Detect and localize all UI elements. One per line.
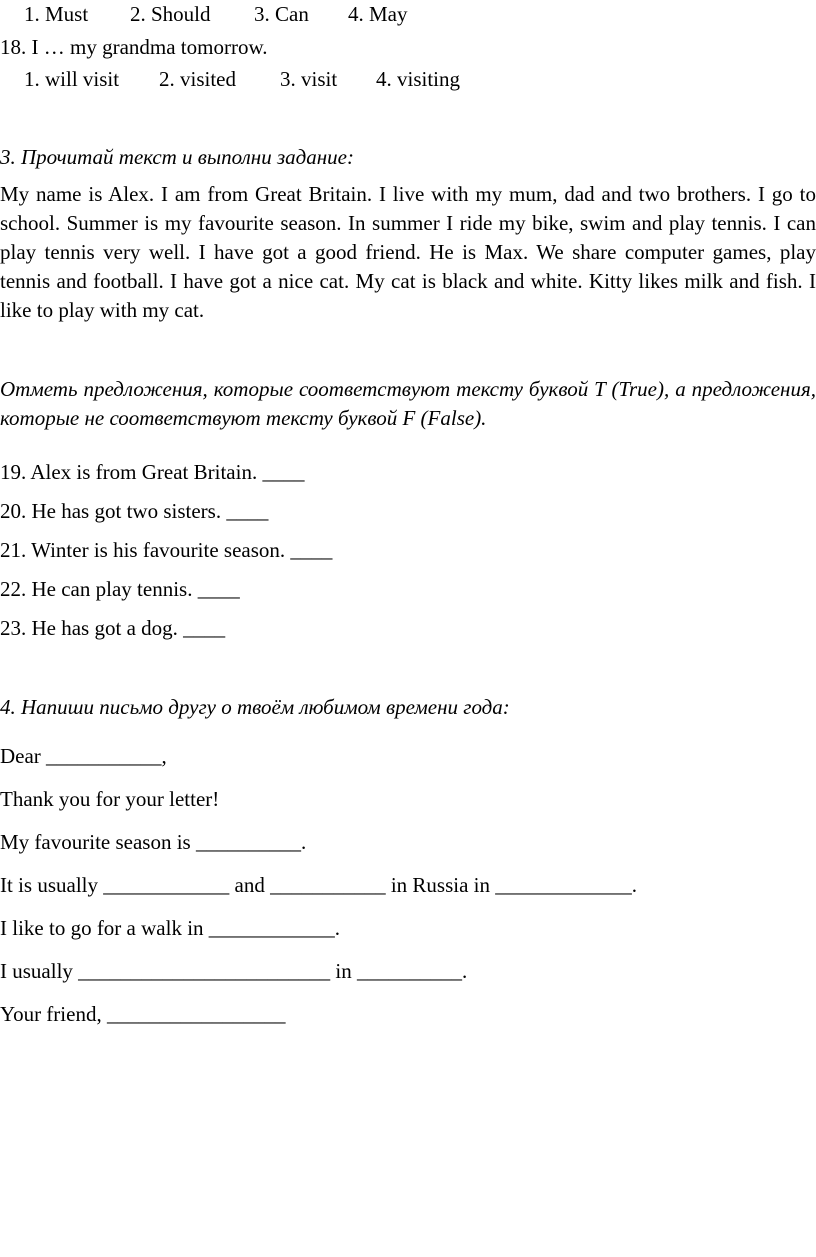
letter-line-favourite-season[interactable]: My favourite season is __________. (0, 830, 307, 854)
task3-reading-text: My name is Alex. I am from Great Britain. I live with my mum, dad and two brothers. I go to school. Summer is my favourite season. In summer I ride my bike, swim and play tennis. I can play tennis very well. I have got a good friend. He is Max. We share computer games, play tennis and football. I have got a nice cat. My cat is black and white. Kitty likes milk and fish. I like to play with my cat. (0, 182, 816, 322)
statement-21[interactable]: 21. Winter is his favourite season. ____ (0, 538, 333, 562)
q18-option-4[interactable]: 4. visiting (376, 67, 461, 91)
q17-option-4[interactable]: 4. May (348, 2, 408, 26)
q18-stem: 18. I … my grandma tomorrow. (0, 35, 268, 59)
statement-19[interactable]: 19. Alex is from Great Britain. ____ (0, 460, 305, 484)
letter-line-usually[interactable]: I usually ________________________ in __________. (0, 959, 468, 983)
letter-line-walk[interactable]: I like to go for a walk in ____________. (0, 916, 341, 940)
statement-22[interactable]: 22. He can play tennis. ____ (0, 577, 240, 601)
letter-line-thanks: Thank you for your letter! (0, 787, 220, 811)
task3-instruction: Отметь предложения, которые соответствуют тексту буквой T (True), а предложения, которые не соответствуют тексту буквой F (False). (0, 377, 816, 430)
letter-line-signature[interactable]: Your friend, _________________ (0, 1002, 286, 1026)
q17-option-1[interactable]: 1. Must (24, 2, 89, 26)
q18-options (24, 67, 460, 91)
q18-option-3[interactable]: 3. visit (280, 67, 338, 91)
letter-line-weather[interactable]: It is usually ____________ and ___________ in Russia in _____________. (0, 873, 637, 897)
statement-23[interactable]: 23. He has got a dog. ____ (0, 616, 226, 640)
task4-heading: 4. Напиши письмо другу о твоём любимом времени года: (0, 695, 510, 719)
q18-option-1[interactable]: 1. will visit (24, 67, 120, 91)
q18-option-2[interactable]: 2. visited (159, 67, 236, 91)
q17-options (24, 2, 408, 26)
task3-heading: 3. Прочитай текст и выполни задание: (0, 145, 354, 169)
q17-option-3[interactable]: 3. Can (254, 2, 309, 26)
statement-20[interactable]: 20. He has got two sisters. ____ (0, 499, 269, 523)
letter-line-dear[interactable]: Dear ___________, (0, 744, 167, 768)
q17-option-2[interactable]: 2. Should (130, 2, 211, 26)
